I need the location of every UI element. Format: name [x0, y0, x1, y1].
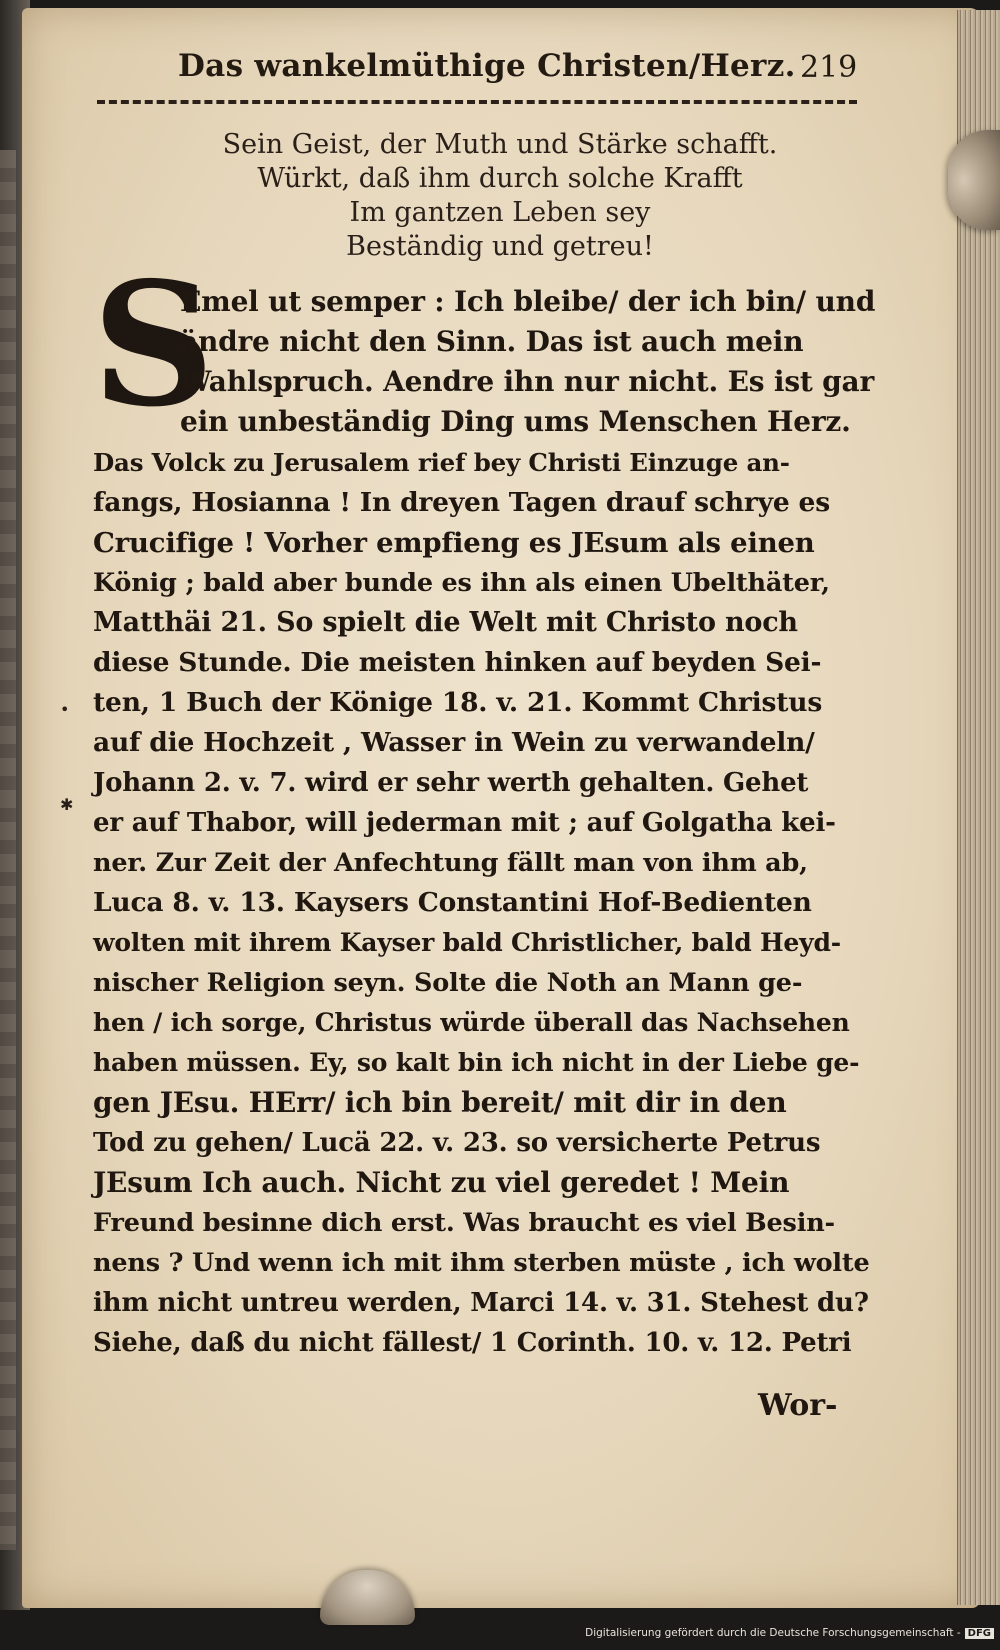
body-line: Luca 8. v. 13. Kaysers Constantini Hof-Bedienten	[93, 887, 812, 918]
body-line: gen JEsu. HErr/ ich bin bereit/ mit dir in den	[93, 1086, 787, 1119]
body-line: haben müssen. Ey, so kalt bin ich nicht in der Liebe ge-	[93, 1048, 860, 1077]
body-line: Freund besinne dich erst. Was braucht es viel Besin-	[93, 1208, 835, 1238]
body-line: ändre nicht den Sinn. Das ist auch mein	[180, 325, 804, 358]
body-line: hen / ich sorge, Christus würde überall das Nachsehen	[93, 1008, 850, 1037]
verse-line: Sein Geist, der Muth und Stärke schafft.	[222, 129, 778, 160]
body-line: nens ? Und wenn ich mit ihm sterben müste , ich wolte	[93, 1248, 870, 1278]
body-line: Das Volck zu Jerusalem rief bey Christi Einzuge an-	[93, 448, 790, 477]
body-line: König ; bald aber bunde es ihn als einen Ubelthäter,	[93, 568, 830, 598]
body-line: auf die Hochzeit , Wasser in Wein zu verwandeln/	[93, 727, 815, 758]
page-clip-right	[948, 130, 1000, 230]
body-line: Siehe, daß du nicht fällest/ 1 Corinth. 10. v. 12. Petri	[93, 1328, 852, 1358]
body-line: ein unbeständig Ding ums Menschen Herz.	[180, 405, 851, 438]
body-line: er auf Thabor, will jederman mit ; auf Golgatha kei-	[93, 808, 836, 838]
body-line: wolten mit ihrem Kayser bald Christlicher, bald Heyd-	[93, 928, 841, 957]
body-line: JEsum Ich auch. Nicht zu viel geredet ! Mein	[93, 1166, 790, 1199]
verse-line: Beständig und getreu!	[346, 231, 654, 262]
body-line: Crucifige ! Vorher empfieng es JEsum als einen	[93, 527, 815, 559]
credit-text: Digitalisierung gefördert durch die Deutsche Forschungsgemeinschaft -	[585, 1627, 961, 1639]
page-stack-edge	[957, 10, 1000, 1605]
running-title: Das wankelmüthige Christen/Herz.	[178, 48, 796, 84]
header-rule	[97, 100, 857, 104]
body-line: Tod zu gehen/ Lucä 22. v. 23. so versicherte Petrus	[93, 1128, 821, 1158]
body-line: Johann 2. v. 7. wird er sehr werth gehalten. Gehet	[93, 768, 809, 798]
body-line: Wahlspruch. Aendre ihn nur nicht. Es ist gar	[180, 365, 875, 398]
digitization-credit	[585, 1627, 994, 1639]
margin-asterisk: ✱	[60, 795, 74, 814]
margin-dot: •	[60, 700, 70, 719]
body-line: Matthäi 21. So spielt die Welt mit Christo noch	[93, 607, 798, 638]
body-line: ihm nicht untreu werden, Marci 14. v. 31. Stehest du?	[93, 1288, 869, 1318]
verse-block	[180, 128, 820, 264]
body-line: diese Stunde. Die meisten hinken auf beyden Sei-	[93, 647, 822, 678]
dfg-logo: DFG	[965, 1628, 994, 1639]
drop-cap: S	[92, 245, 215, 445]
verse-line: Würkt, daß ihm durch solche Krafft	[257, 163, 743, 194]
verse-line: Im gantzen Leben sey	[349, 197, 651, 228]
body-line: ten, 1 Buch der Könige 18. v. 21. Kommt Christus	[93, 687, 823, 718]
body-line: ner. Zur Zeit der Anfechtung fällt man von ihm ab,	[93, 848, 808, 878]
body-line: nischer Religion seyn. Solte die Noth an Mann ge-	[93, 968, 803, 998]
body-line: fangs, Hosianna ! In dreyen Tagen drauf schrye es	[93, 487, 830, 518]
page-number: 219	[800, 50, 858, 85]
previous-page-strip	[0, 150, 16, 1550]
body-line: Emel ut semper : Ich bleibe/ der ich bin/ und	[180, 285, 876, 318]
catchword: Wor-	[758, 1388, 838, 1423]
